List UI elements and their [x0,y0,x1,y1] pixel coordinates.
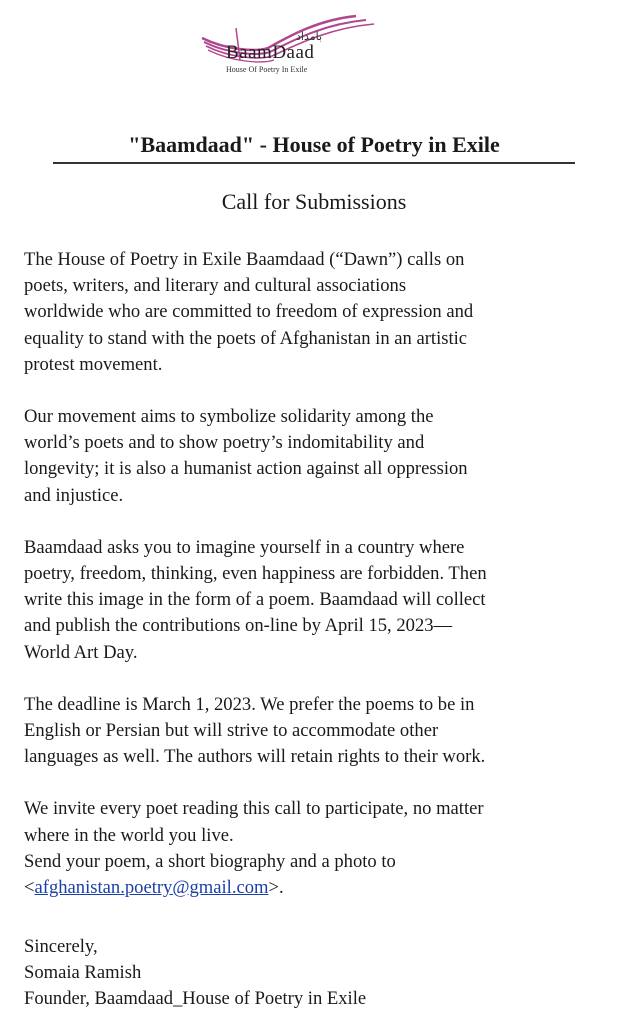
paragraph-invitation: We invite every poet reading this call to participate, no matter where in the world you live. Send your poem, a short biography and a photo to [24,798,484,872]
email-link[interactable]: afghanistan.poetry@gmail.com [34,877,269,899]
email-line [24,875,604,901]
letter-body [24,247,604,901]
email-close-bracket: >. [268,877,284,899]
signature-role: Founder, Baamdaad_House of Poetry in Exile [24,988,367,1010]
paragraph-introduction: The House of Poetry in Exile Baamdaad (“Dawn”) calls on poets, writers, and literary and cultural associations worldwide who are committed to freedom of expression and equality to stand with the poets of Afghanistan in an artistic protest movement. [24,249,474,375]
title-divider [53,162,575,164]
email-open-bracket: < [24,877,35,899]
signature-block [24,934,604,1013]
paragraph-movement-aims: Our movement aims to symbolize solidarity among the world’s poets and to show poetry’s indomitability and longevity; it is also a humanist action against all oppression and injustice. [24,406,468,506]
baamdaad-logo [196,8,402,86]
paragraph-prompt: Baamdaad asks you to imagine yourself in a country where poetry, freedom, thinking, even happiness are forbidden. Then write this image in the form of a poem. Baamdaad will collect and publish the contributions on-line by April 15, 2023— World Art Day. [24,536,487,663]
logo-wordmark: BaamDaad [226,42,315,63]
document-subtitle: Call for Submissions [221,189,407,214]
logo-farsi-text: بامداد [296,30,323,43]
document-title: "Baamdaad" - House of Poetry in Exile [128,132,500,157]
signature-name: Somaia Ramish [24,962,142,984]
paragraph-deadline: The deadline is March 1, 2023. We prefer the poems to be in English or Persian but will strive to accommodate other languages as well. The authors will retain rights to their work. [24,693,486,768]
logo-tagline: House Of Poetry In Exile [226,65,308,74]
signature-closing: Sincerely, [24,936,98,957]
